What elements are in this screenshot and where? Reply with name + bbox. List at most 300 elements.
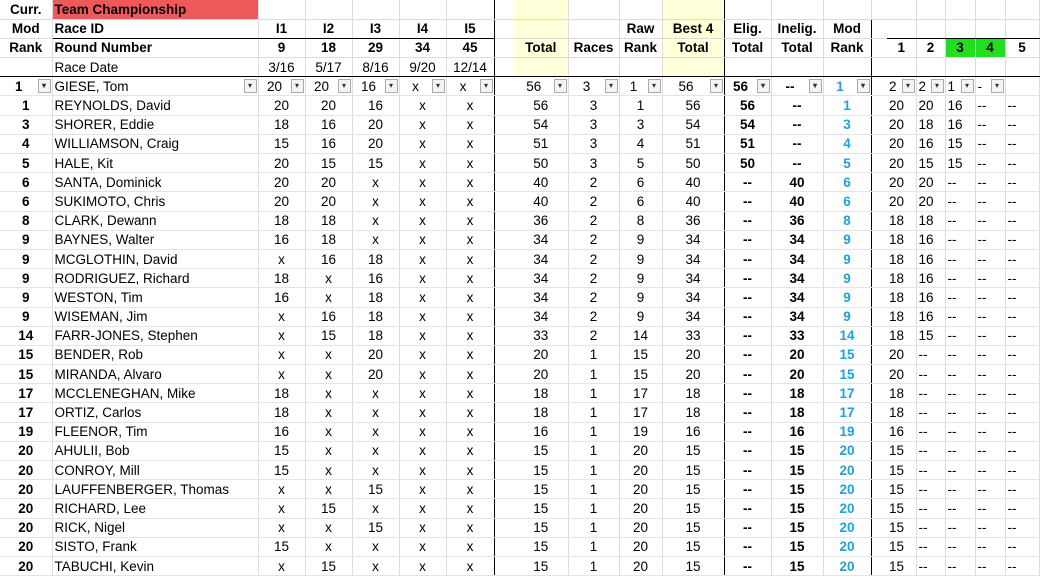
race-result-cell-value: 18 — [320, 232, 337, 248]
mod-rank-cell-value: 20 — [839, 481, 855, 497]
rank-cell-value: 20 — [18, 443, 34, 459]
best-score-cell — [1005, 326, 1039, 345]
race-result-cell — [352, 269, 399, 288]
best-score-cell — [916, 211, 945, 230]
best-score-cell — [916, 96, 945, 115]
mod-rank-cell — [823, 499, 871, 518]
race-result-cell — [399, 403, 446, 422]
best-score-cell — [1005, 288, 1039, 307]
best-score-cell — [945, 441, 975, 460]
race-result-cell — [446, 211, 494, 230]
elig-total-cell — [724, 345, 771, 364]
inelig-total-cell-value: 16 — [789, 424, 805, 440]
elig-total-cell-value: -- — [743, 481, 752, 497]
best-score-cell — [887, 384, 916, 403]
races-count-cell-value: 3 — [589, 117, 598, 133]
name-cell-value: CLARK, Dewann — [54, 213, 157, 229]
race-result-cell — [258, 307, 305, 326]
race-result-cell — [305, 384, 352, 403]
race-result-cell — [258, 480, 305, 499]
best-score-cell-value: -- — [918, 347, 928, 363]
name-cell — [52, 211, 258, 230]
elig-total-cell — [724, 422, 771, 441]
inelig-total-cell[interactable] — [771, 77, 823, 96]
best-score-cell-value: -- — [977, 213, 987, 229]
name-cell-value: RODRIGUEZ, Richard — [54, 270, 190, 286]
elig-total-cell — [724, 307, 771, 326]
mod-rank-cell-value: 19 — [839, 424, 855, 440]
rank-header: Rank — [0, 38, 52, 57]
name-cell[interactable] — [52, 77, 258, 96]
best4-total-cell — [662, 154, 724, 173]
best4-total-cell[interactable] — [662, 77, 724, 96]
race-result-cell — [305, 154, 352, 173]
raw-rank-cell-value: 15 — [632, 366, 649, 382]
race-result-cell-value: 20 — [273, 174, 290, 190]
mod-rank-cell-value: 20 — [839, 520, 855, 536]
best-score-cell[interactable] — [887, 77, 916, 96]
name-cell — [52, 96, 258, 115]
race-result-cell — [258, 211, 305, 230]
mod-rank-cell-value: 9 — [843, 251, 851, 267]
inelig-total-cell — [771, 307, 823, 326]
best-score-cell — [887, 134, 916, 153]
elig-total-cell-value: -- — [743, 174, 752, 190]
best-score-cell — [916, 441, 945, 460]
race-result-cell-value: x — [419, 251, 426, 267]
best-score-cell[interactable] — [1005, 77, 1039, 96]
rank-cell — [0, 96, 52, 115]
total-cell[interactable] — [514, 77, 568, 96]
name-cell — [52, 230, 258, 249]
total-cell — [514, 384, 568, 403]
elig-total-cell[interactable] — [724, 77, 771, 96]
filter-dropdown-icon[interactable]: ▾ — [648, 79, 661, 93]
best-score-cell — [945, 537, 975, 556]
inelig-total-cell-value: 15 — [789, 443, 805, 459]
best-score-cell-value: 18 — [889, 289, 905, 305]
raw-rank-cell — [619, 288, 662, 307]
best-score-cell-value: -- — [977, 251, 987, 267]
raw-rank-cell — [619, 269, 662, 288]
race-result-cell — [446, 96, 494, 115]
rank-cell-value: 20 — [18, 500, 34, 516]
table-row — [0, 307, 1039, 326]
name-cell-value: HALE, Kit — [54, 155, 114, 171]
best-score-cell — [887, 518, 916, 537]
inelig-total-cell-value: 36 — [789, 213, 805, 229]
races-count-cell-value: 1 — [589, 481, 598, 497]
race-result-cell-value: x — [419, 98, 426, 114]
inelig-total-cell-value: 34 — [789, 270, 805, 286]
mod-rank-cell[interactable] — [823, 77, 871, 96]
race-result-cell — [399, 326, 446, 345]
rank-cell-value: 20 — [18, 539, 34, 555]
best-score-cell — [887, 441, 916, 460]
best-score-cell — [945, 345, 975, 364]
rank-cell[interactable] — [0, 77, 52, 96]
mod-rank-cell-value: 9 — [843, 270, 851, 286]
name-cell — [52, 480, 258, 499]
rank-cell — [0, 326, 52, 345]
name-cell — [52, 441, 258, 460]
best-score-cell — [1005, 269, 1039, 288]
mod-rank-cell — [823, 537, 871, 556]
best-score-cell-value: -- — [1007, 155, 1017, 171]
best-score-cell — [945, 211, 975, 230]
best4-total-cell — [662, 480, 724, 499]
race-result-cell — [446, 499, 494, 518]
best4-total-cell-value: 40 — [685, 174, 701, 190]
total-cell-value: 16 — [533, 424, 549, 440]
best-score-cell-value: 15 — [889, 443, 905, 459]
best-score-cell-value: 15 — [889, 462, 905, 478]
best-score-cell-value: -- — [947, 289, 957, 305]
best-score-cell — [945, 326, 975, 345]
best-score-cell — [916, 326, 945, 345]
table-row — [0, 365, 1039, 384]
inelig-total-cell-value: 15 — [789, 520, 805, 536]
races-count-cell-value: 1 — [589, 558, 598, 574]
mod-rank-cell-value: 1 — [843, 98, 851, 114]
best-score-cell-value: -- — [1007, 328, 1017, 344]
best-score-cell — [887, 173, 916, 192]
race-result-cell-value: 20 — [273, 193, 290, 209]
filter-dropdown-icon[interactable]: ▾ — [902, 79, 915, 93]
best-score-cell — [887, 154, 916, 173]
inelig-total-cell-value: 15 — [789, 500, 805, 516]
filter-dropdown-icon[interactable]: ▾ — [338, 79, 351, 93]
raw-rank-cell[interactable] — [619, 77, 662, 96]
race-result-cell — [352, 96, 399, 115]
race-result-cell[interactable] — [305, 77, 352, 96]
inelig-total-cell-value: 40 — [789, 174, 805, 190]
best-score-cell-value: -- — [977, 385, 987, 401]
best-score-cell — [945, 307, 975, 326]
best-score-cell — [975, 403, 1005, 422]
best-score-cell — [1005, 249, 1039, 268]
inelig-total-cell-value: 15 — [789, 558, 805, 574]
best-score-cell-value: -- — [977, 117, 987, 133]
mod-rank-cell — [823, 249, 871, 268]
race-result-cell-value: 16 — [320, 117, 337, 133]
race-result-cell — [305, 249, 352, 268]
best-score-cell — [975, 173, 1005, 192]
best-score-cell-value: -- — [918, 481, 928, 497]
race-result-cell-value: x — [278, 500, 285, 516]
races-count-cell-value: 2 — [589, 270, 598, 286]
best4-total-cell — [662, 403, 724, 422]
total-cell-value: 56 — [533, 98, 549, 114]
best-score-cell-value: -- — [1007, 443, 1017, 459]
rank-cell — [0, 556, 52, 575]
total-cell — [514, 115, 568, 134]
races-count-cell — [568, 422, 619, 441]
races-count-cell-value: 3 — [582, 78, 591, 94]
best-score-cell — [916, 173, 945, 192]
race-id-i3: I3 — [352, 19, 399, 38]
race-result-cell-value: 15 — [273, 462, 290, 478]
table-row — [0, 173, 1039, 192]
elig-total-cell-value: -- — [743, 309, 752, 325]
race-result-cell — [258, 230, 305, 249]
race-result-cell-value: x — [466, 136, 474, 152]
filter-dropdown-icon[interactable]: ▾ — [857, 79, 870, 93]
race-result-cell[interactable] — [399, 77, 446, 96]
total-cell — [514, 365, 568, 384]
best-score-cell-value: -- — [1007, 558, 1017, 574]
best-score-cell-value: -- — [977, 520, 987, 536]
race-id-i4: I4 — [399, 19, 446, 38]
raw-rank-cell — [619, 556, 662, 575]
total-cell — [514, 173, 568, 192]
best-score-cell — [1005, 307, 1039, 326]
mod-rank-cell — [823, 154, 871, 173]
filter-dropdown-icon[interactable]: ▾ — [291, 79, 304, 93]
elig-total-cell — [724, 115, 771, 134]
race-result-cell-value: x — [466, 405, 474, 421]
race-result-cell — [352, 154, 399, 173]
race-result-cell-value: 18 — [273, 385, 290, 401]
raw-rank-cell-value: 17 — [632, 405, 649, 421]
filter-dropdown-icon[interactable]: ▾ — [931, 79, 944, 93]
best-score-cell-value: -- — [918, 443, 928, 459]
best-score-cell-value: -- — [1007, 117, 1017, 133]
elig-total-cell-value: 51 — [739, 136, 756, 152]
best-score-cell-value: 20 — [918, 193, 934, 209]
best-score-cell — [887, 556, 916, 575]
name-cell-value: RICHARD, Lee — [54, 500, 147, 516]
race-result-cell-value: x — [466, 174, 474, 190]
rank-cell — [0, 499, 52, 518]
total-cell-value: 15 — [533, 481, 549, 497]
best-score-cell-value: 20 — [889, 347, 905, 363]
race-result-cell — [258, 537, 305, 556]
elig-total-cell-value: -- — [743, 193, 752, 209]
raw-rank-cell — [619, 211, 662, 230]
race-result-cell — [352, 537, 399, 556]
races-count-cell — [568, 518, 619, 537]
best-score-cell — [887, 365, 916, 384]
race-result-cell — [258, 345, 305, 364]
raw-rank-cell-value: 1 — [636, 98, 645, 114]
race-result-cell-value: x — [419, 270, 426, 286]
race-result-cell — [305, 230, 352, 249]
races-count-cell — [568, 480, 619, 499]
mod-rank-cell — [823, 134, 871, 153]
mod-rank-cell — [823, 461, 871, 480]
best4-total-cell-value: 34 — [685, 232, 701, 248]
raw-rank-cell-value: 20 — [632, 481, 649, 497]
race-result-cell-value: x — [325, 481, 332, 497]
inelig-total-cell — [771, 192, 823, 211]
filter-dropdown-icon[interactable]: ▾ — [554, 79, 567, 93]
inelig-total-cell — [771, 537, 823, 556]
best4-total-cell-value: 15 — [685, 481, 701, 497]
filter-dropdown-icon[interactable]: ▾ — [991, 79, 1004, 93]
races-count-cell — [568, 154, 619, 173]
race-result-cell — [399, 518, 446, 537]
race-result-cell-value: x — [278, 251, 285, 267]
best-score-cell-value: -- — [1007, 347, 1017, 363]
race-result-cell — [352, 365, 399, 384]
raw-rank-cell-value: 20 — [632, 443, 649, 459]
best-score-cell-value: -- — [918, 424, 928, 440]
name-cell-value: SISTO, Frank — [54, 539, 137, 555]
elig-total-cell-value: 50 — [739, 155, 756, 171]
race-result-cell-value: 15 — [320, 558, 337, 574]
filter-dropdown-icon[interactable]: ▾ — [605, 79, 618, 93]
best-score-cell — [916, 154, 945, 173]
races-count-cell[interactable] — [568, 77, 619, 96]
inelig-total-cell — [771, 96, 823, 115]
rank-cell-value: 9 — [21, 251, 30, 267]
best-score-cell — [1005, 537, 1039, 556]
rank-cell — [0, 403, 52, 422]
best-score-cell[interactable] — [945, 77, 975, 96]
best4-total-cell-value: 20 — [685, 347, 701, 363]
best-score-cell-value: -- — [1007, 270, 1017, 286]
race-result-cell — [258, 518, 305, 537]
best4-total-cell-value: 34 — [685, 251, 701, 267]
best-score-cell — [975, 556, 1005, 575]
table-row — [0, 154, 1039, 173]
race-result-cell — [258, 154, 305, 173]
race-result-cell-value: 16 — [273, 232, 290, 248]
total-cell — [514, 326, 568, 345]
race-result-cell-value: x — [466, 539, 474, 555]
total-cell — [514, 422, 568, 441]
races-count-cell-value: 1 — [589, 539, 598, 555]
raw-rank-cell — [619, 480, 662, 499]
race-result-cell — [305, 441, 352, 460]
race-result-cell — [446, 249, 494, 268]
mod-rank-cell — [823, 345, 871, 364]
inelig-total-cell-value: 40 — [789, 193, 805, 209]
best-score-cell — [916, 422, 945, 441]
best-score-cell[interactable] — [916, 77, 945, 96]
rank-cell-value: 9 — [21, 289, 30, 305]
races-count-cell-value: 1 — [589, 500, 598, 516]
mod-rank-cell — [823, 422, 871, 441]
race-result-cell — [258, 556, 305, 575]
best-score-cell-value: 15 — [918, 155, 934, 171]
best-score-cell-value: -- — [918, 558, 928, 574]
best-score-cell-value: 18 — [889, 213, 905, 229]
race-result-cell — [399, 173, 446, 192]
race-result-cell[interactable] — [258, 77, 305, 96]
race-result-cell-value: 20 — [367, 366, 384, 382]
raw-rank-cell — [619, 230, 662, 249]
inelig-total-cell — [771, 461, 823, 480]
raw-rank-cell-value: 14 — [632, 328, 649, 344]
rank-cell-value: 9 — [21, 270, 30, 286]
elig-total-cell — [724, 326, 771, 345]
best-score-cell[interactable] — [975, 77, 1005, 96]
filter-dropdown-icon[interactable]: ▾ — [809, 79, 822, 93]
elig-total-cell-value: -- — [743, 405, 752, 421]
race-result-cell[interactable] — [352, 77, 399, 96]
best-score-cell-value: -- — [918, 539, 928, 555]
best4-total-cell — [662, 115, 724, 134]
best-score-cell-value: -- — [1007, 385, 1017, 401]
raw-rank-cell — [619, 422, 662, 441]
rank-cell-value: 3 — [21, 117, 30, 133]
table-row — [0, 230, 1039, 249]
best-score-cell-value: -- — [947, 328, 957, 344]
elig-total-cell-value: -- — [743, 443, 752, 459]
filter-dropdown-icon[interactable]: ▾ — [710, 79, 723, 93]
raw-rank-cell — [619, 249, 662, 268]
best-score-cell — [975, 230, 1005, 249]
mod-rank-cell — [823, 556, 871, 575]
elig-total-cell-value: -- — [743, 385, 752, 401]
total-cell — [514, 556, 568, 575]
table-row — [0, 77, 1039, 96]
elig-total-cell — [724, 499, 771, 518]
best-score-cell-value: 15 — [947, 155, 963, 171]
best-score-cell — [975, 345, 1005, 364]
race-result-cell[interactable] — [446, 77, 494, 96]
total-cell-value: 34 — [533, 289, 549, 305]
race-result-cell-value: x — [466, 500, 474, 516]
best-score-cell-value: -- — [947, 539, 957, 555]
elig-total-cell — [724, 192, 771, 211]
total-cell — [514, 211, 568, 230]
race-result-cell-value: 18 — [273, 117, 290, 133]
rank-cell-value: 15 — [18, 347, 34, 363]
filter-dropdown-icon[interactable]: ▾ — [757, 79, 770, 93]
races-count-cell-value: 1 — [589, 347, 598, 363]
best-score-cell-value: -- — [947, 213, 957, 229]
rank-cell-value: 20 — [18, 558, 34, 574]
table-row — [0, 115, 1039, 134]
best-score-cell — [975, 326, 1005, 345]
race-result-cell-value: 20 — [320, 174, 337, 190]
filter-dropdown-icon[interactable]: ▾ — [38, 79, 51, 93]
filter-dropdown-icon[interactable]: ▾ — [961, 79, 974, 93]
filter-dropdown-icon[interactable]: ▾ — [432, 79, 445, 93]
race-result-cell — [446, 173, 494, 192]
raw-rank-cell-value: 20 — [632, 462, 649, 478]
best-score-cell — [887, 422, 916, 441]
best-score-cell — [916, 403, 945, 422]
filter-dropdown-icon[interactable]: ▾ — [244, 79, 257, 93]
race-result-cell-value: x — [278, 558, 285, 574]
race-result-cell-value: x — [466, 520, 474, 536]
filter-dropdown-icon[interactable]: ▾ — [480, 79, 493, 93]
race-result-cell-value: x — [466, 558, 474, 574]
filter-dropdown-icon[interactable]: ▾ — [385, 79, 398, 93]
best-score-cell — [975, 518, 1005, 537]
best-score-cell-value: 18 — [889, 232, 905, 248]
best-score-cell-value: -- — [947, 309, 957, 325]
best-score-cell-value: -- — [977, 462, 987, 478]
race-result-cell-value: x — [325, 424, 332, 440]
rank-cell-value: 6 — [21, 193, 30, 209]
races-count-cell-value: 2 — [589, 232, 598, 248]
race-result-cell-value: x — [466, 193, 474, 209]
best-score-cell-value: -- — [947, 174, 957, 190]
race-result-cell — [352, 480, 399, 499]
rank-cell — [0, 173, 52, 192]
best4-total-cell-value: 56 — [685, 98, 701, 114]
total-cell-value: 40 — [533, 193, 549, 209]
name-cell — [52, 384, 258, 403]
race-result-cell-value: x — [372, 443, 379, 459]
races-count-cell — [568, 134, 619, 153]
races-count-cell-value: 1 — [589, 424, 598, 440]
